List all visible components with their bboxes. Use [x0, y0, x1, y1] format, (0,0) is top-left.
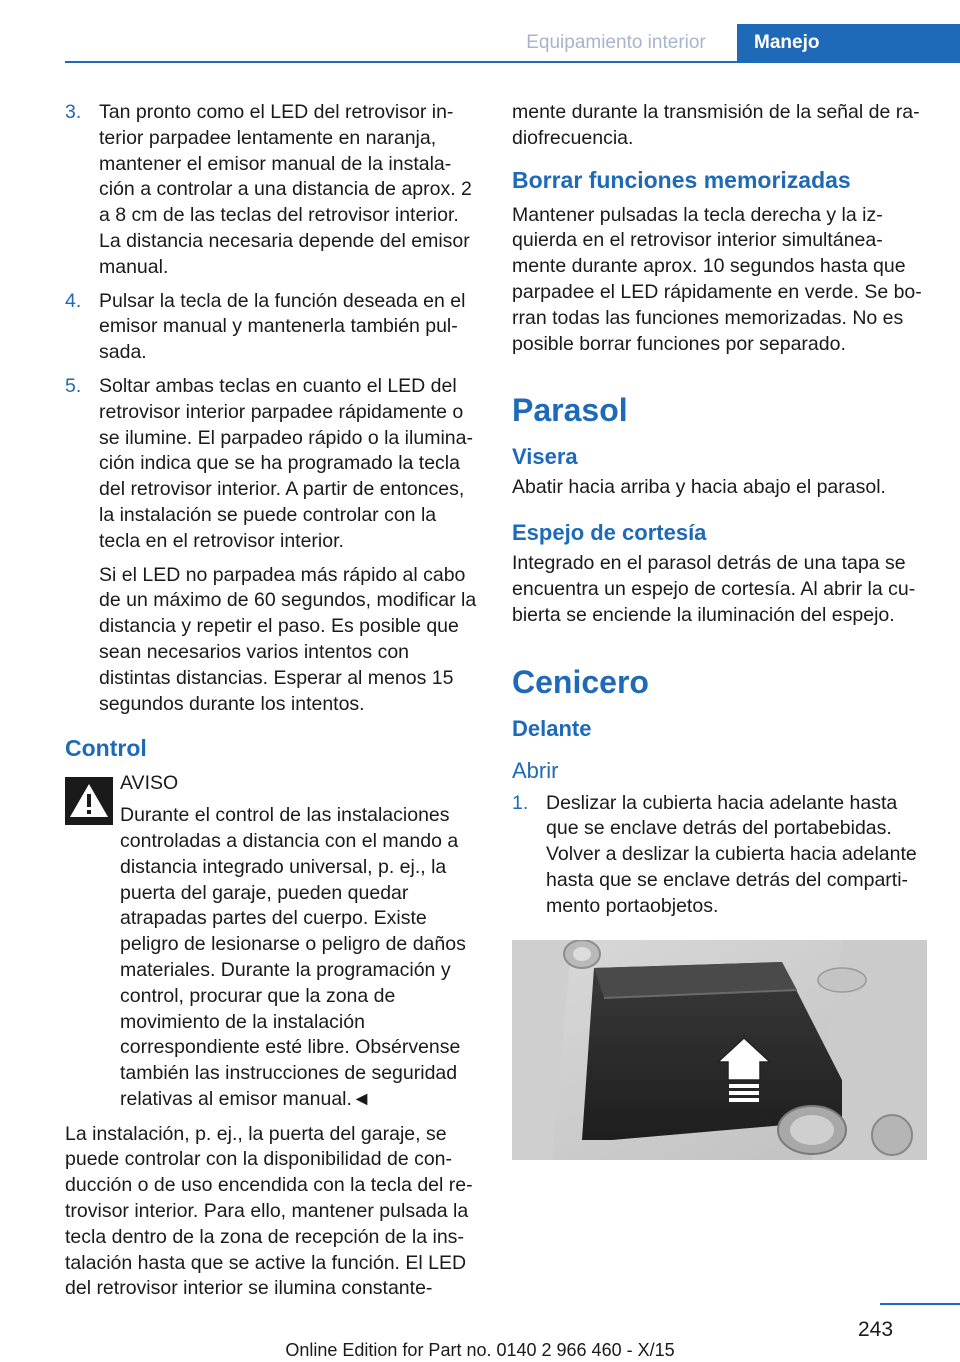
step-text: Deslizar la cubierta hacia adelante hasta que se enclave detrás del portabebidas. Volver a deslizar la cubierta hacia adelante hasta que se enclave detrás del compartimento portaobjetos.: [546, 791, 917, 917]
control-text: La instalación, p. ej., la puerta del garaje, se puede controlar con la disponibilidad de conducción o de uso encendida con la tecla del retrovisor interior. Para ello, mantener pulsada la tecla dentro de la zona de recepción de la instalación hasta que se active la función. El LED del retrovisor interior se ilumina constante-: [65, 1122, 473, 1300]
espejo-text: Integrado en el parasol detrás de una tapa se encuentra un espejo de cortesía. Al abrir la cubierta se enciende la iluminación del espejo.: [512, 552, 916, 626]
step-text: Pulsar la tecla de la función deseada en el emisor manual y mantenerla también pulsada.: [99, 289, 466, 364]
step-number: 1.: [512, 791, 529, 814]
continued-text: mente durante la transmisión de la señal de radiofrecuencia.: [512, 101, 920, 149]
cenicero-heading: Cenicero: [512, 663, 649, 700]
page-number: 243: [858, 1318, 894, 1341]
espejo-heading: Espejo de cortesía: [512, 520, 707, 546]
delante-heading: Delante: [512, 715, 592, 741]
header-chapter-tab: Manejo: [737, 24, 960, 62]
footer-rule: [880, 1303, 960, 1305]
ashtray-illustration: [512, 940, 927, 1160]
warning-label: AVISO: [120, 772, 179, 795]
header-section-tab: Equipamiento interior: [495, 24, 737, 62]
borrar-heading: Borrar funciones memorizadas: [512, 166, 851, 193]
warning-text: Durante el control de las instalaciones controladas a distancia con el mando a distancia integrado universal, p. ej., la puerta del garaje, pueden quedar atrapadas partes del cuerpo. Existe peligro de lesionarse o peligro de daños materiales. Durante la programación y control, procurar que la zona de movimiento de la instalación correspondiente esté libre. Obsérvense también las instrucciones de seguridad relativas al emisor manual.◄: [120, 804, 466, 1110]
step-item: [65, 289, 477, 366]
step-number: 4.: [65, 289, 82, 312]
left-column: [65, 100, 477, 1302]
footer-edition-note: Online Edition for Part no. 0140 2 966 460 - X/15: [285, 1340, 675, 1360]
step-subtext: Si el LED no parpadea más rápido al cabo de un máximo de 60 segundos, modificar la distancia y repetir el paso. Es posible que sean necesarios varios intentos con distintas distancias. Esperar al menos 15 segundos durante los intentos.: [99, 563, 477, 715]
right-column: [512, 100, 930, 1160]
step-item: [65, 100, 477, 281]
visera-heading: Visera: [512, 444, 578, 470]
warning-icon: [65, 777, 113, 825]
step-item: [512, 791, 930, 920]
step-item: [65, 374, 477, 717]
step-text: Tan pronto como el LED del retrovisor interior parpadee lentamente en naranja, mantener el emisor manual de la instalación a controlar a una distancia de aprox. 2 a 8 cm de las teclas del retrovisor interior. La distancia necesaria depende del emisor manual.: [99, 101, 472, 278]
visera-text: Abatir hacia arriba y hacia abajo el parasol.: [512, 476, 886, 499]
warning-block: [65, 771, 477, 1112]
header-rule: [65, 61, 960, 63]
step-text: Soltar ambas teclas en cuanto el LED del retrovisor interior parpadee rápidamente o se ilumine. El parpadeo rápido o la iluminación indica que se ha programado la tecla del retrovisor interior. A partir de entonces, la instalación se puede controlar con la tecla en el retrovisor interior.: [99, 374, 473, 552]
parasol-heading: Parasol: [512, 392, 628, 429]
control-heading: Control: [65, 735, 147, 762]
step-number: 3.: [65, 101, 82, 123]
abrir-heading: Abrir: [512, 757, 559, 783]
step-number: 5.: [65, 374, 82, 397]
borrar-text: Mantener pulsadas la tecla derecha y la izquierda en el retrovisor interior simultáneamente durante aprox. 10 segundos hasta que parpadee el LED rápidamente en verde. Se borran todas las funciones memorizadas. No es posible borrar funciones por separado.: [512, 203, 922, 355]
